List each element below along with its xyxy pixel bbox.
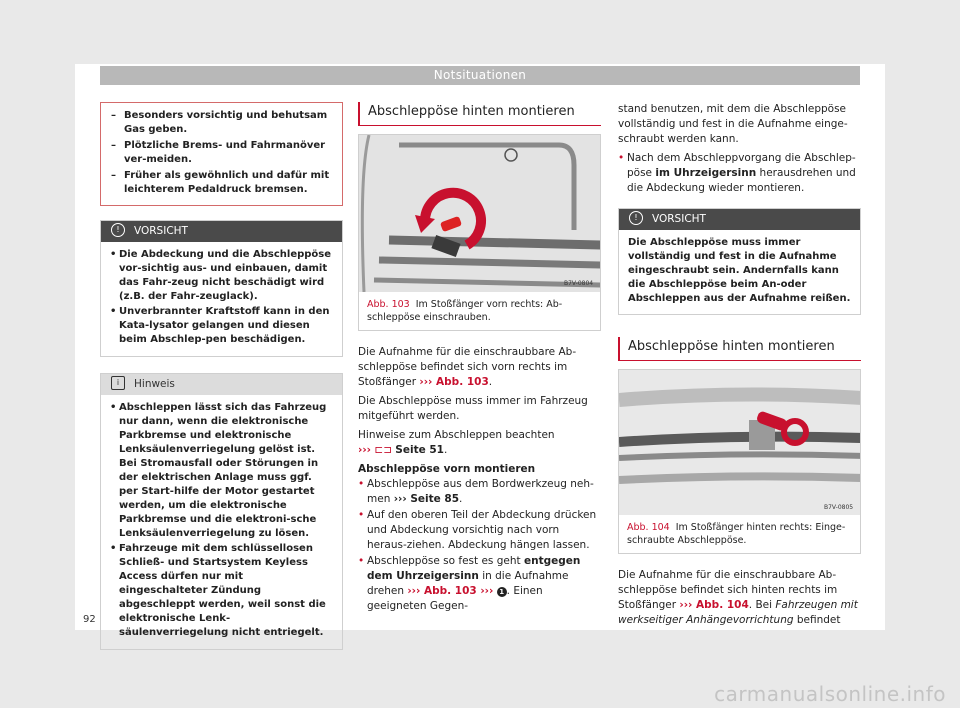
figure-caption-text: Im Stoßfänger vorn rechts: Ab-schleppöse einschrauben.	[367, 299, 563, 323]
paragraph: Die Aufnahme für die einschraubbare Ab-schleppöse befindet sich vorn rechts im Stoßfänger ››› Abb. 103.	[358, 346, 577, 388]
step-text: Nach dem Abschleppvorgang die Abschlep-pöse	[627, 152, 856, 179]
hint-box-body	[101, 395, 342, 649]
figure-link[interactable]: ››› Abb. 104	[679, 599, 749, 611]
section-title: Abschleppöse hinten montieren	[618, 337, 861, 361]
caution-icon: !	[629, 211, 643, 225]
step-item	[618, 151, 861, 196]
paragraph-text: befindet	[796, 614, 841, 626]
figure-103	[358, 134, 601, 331]
figure-image	[359, 135, 600, 292]
step-text: herausdrehen und die Abdeckung wieder montieren.	[627, 167, 856, 194]
caution-title: VORSICHT	[652, 213, 706, 225]
caution-item: • Die Abdeckung und die Abschleppöse vor-sichtig aus- und einbauen, damit das Fahr-zeug nicht beschädigt wird (z.B. der Fahr-zeuglack).	[110, 248, 333, 304]
figure-code: B7V-0805	[824, 504, 854, 511]
hint-box	[100, 373, 343, 650]
figure-link[interactable]: ››› Abb. 103 ›››	[407, 585, 494, 597]
figure-image	[619, 370, 860, 515]
figure-caption	[359, 292, 600, 330]
marker-1-icon: 1	[497, 587, 507, 597]
paragraph-text: Hinweise zum Abschleppen beachten	[358, 429, 555, 441]
section-title: Abschleppöse hinten montieren	[358, 102, 601, 126]
paragraph-text: Die Aufnahme für die einschraubbare Ab-schleppöse befindet sich vorn rechts im Stoßfänger	[358, 346, 577, 388]
hint-box-header	[101, 374, 342, 395]
step-text: Abschleppöse aus dem Bordwerkzeug neh-men	[367, 478, 594, 505]
tow-eye-front-illustration	[359, 135, 600, 292]
caution-title: VORSICHT	[134, 225, 188, 237]
step-text: Abschleppöse so fest es geht	[367, 555, 521, 567]
caution-item: • Unverbrannter Kraftstoff kann in den Kata-lysator gelangen und diesen beim Abschlep-pen beschädigen.	[110, 305, 333, 347]
column-left	[100, 102, 343, 666]
step-item: • Auf den oberen Teil der Abdeckung drücken und Abdeckung vorsichtig nach vorn heraus-ziehen. Abdeckung hängen lassen.	[358, 508, 601, 553]
page-link[interactable]: ››› Seite 85	[393, 493, 460, 505]
paragraph: Die Abschleppöse muss immer im Fahrzeug mitgeführt werden.	[358, 395, 588, 422]
dash-item: – Plötzliche Brems- und Fahrmanöver ver-meiden.	[109, 139, 332, 167]
dash-item: – Besonders vorsichtig und behutsam Gas geben.	[109, 109, 332, 137]
section-header: Notsituationen	[100, 66, 860, 85]
caution-icon: !	[111, 223, 125, 237]
subheading: Abschleppöse vorn montieren	[358, 463, 536, 475]
page-link[interactable]: Seite 51	[395, 444, 444, 456]
step-item: • Abschleppöse aus dem Bordwerkzeug neh-men ››› Seite 85.	[358, 477, 601, 507]
paragraph: stand benutzen, mit dem die Abschleppöse vollständig und fest in die Aufnahme einge-schraubt werden kann.	[618, 103, 848, 145]
paragraph-emphasis: Fahrzeugen mit werkseitiger Anhängevorrichtung	[618, 599, 858, 626]
caution-box	[618, 208, 861, 315]
figure-caption-text: Im Stoßfänger hinten rechts: Einge-schraubte Abschleppöse.	[627, 522, 846, 546]
step-text: in die Aufnahme drehen	[367, 570, 569, 597]
page-link-arrows[interactable]: ›››	[358, 444, 371, 456]
step-emphasis: im Uhrzeigersinn	[655, 167, 757, 179]
step-item	[358, 554, 601, 614]
paragraph-text: Die Aufnahme für die einschraubbare Ab-schleppöse befindet sich hinten rechts im Stoßfänger	[618, 569, 838, 611]
figure-caption	[619, 515, 860, 553]
figure-104	[618, 369, 861, 554]
caution-box-body	[101, 242, 342, 356]
figure-label: Abb. 104	[627, 522, 670, 533]
page-number: 92	[83, 614, 96, 625]
watermark: carmanualsonline.info	[714, 682, 946, 706]
hint-title: Hinweis	[134, 378, 175, 390]
paragraph: Hinweise zum Abschleppen beachten ››› ⊏⊐ Seite 51.	[358, 429, 555, 456]
caution-box-header	[101, 221, 342, 242]
hint-item: • Abschleppen lässt sich das Fahrzeug nur dann, wenn die elektronische Parkbremse und elektronische Lenksäulenverriegelung gelöst ist. Bei Stromausfall oder Störungen in der elektrischen Anlage muss ggf. per Start-hilfe der Motor gestartet werden, um die elektronische Parkbremse und die elektroni-sche Lenksäulenverriegelung zu lösen.	[110, 401, 333, 541]
info-icon: i	[111, 376, 125, 390]
step-text: . Einen geeigneten Gegen-	[367, 585, 543, 612]
tow-eye-rear-illustration	[619, 370, 860, 515]
caution-box-body: Die Abschleppöse muss immer vollständig und fest in die Aufnahme eingeschraubt sein. Andernfalls kann die Abschleppöse beim An-oder Abschleppen aus der Aufnahme reißen.	[628, 237, 851, 304]
column-right	[618, 102, 861, 632]
hint-item: • Fahrzeuge mit dem schlüssellosen Schließ- und Startsystem Keyless Access dürfen nur mit eingeschalteter Zündung abgeschleppt werden, weil sonst die elektronische Lenk-säulenverriegelung nicht entriegelt.	[110, 542, 333, 640]
manual-page	[75, 64, 885, 638]
figure-link[interactable]: ››› Abb. 103	[419, 376, 489, 388]
caution-box-header	[619, 209, 860, 230]
book-icon: ⊏⊐	[374, 444, 392, 456]
paragraph-text: . Bei	[748, 599, 773, 611]
caution-box	[100, 220, 343, 357]
column-middle	[358, 102, 601, 615]
figure-label: Abb. 103	[367, 299, 410, 310]
figure-code: B7V-0804	[564, 280, 594, 287]
step-emphasis: entgegen dem Uhrzeigersinn	[367, 555, 581, 582]
paragraph	[618, 568, 861, 628]
warning-continuation-box	[100, 102, 343, 206]
dash-item: – Früher als gewöhnlich und dafür mit leichterem Pedaldruck bremsen.	[109, 169, 332, 197]
